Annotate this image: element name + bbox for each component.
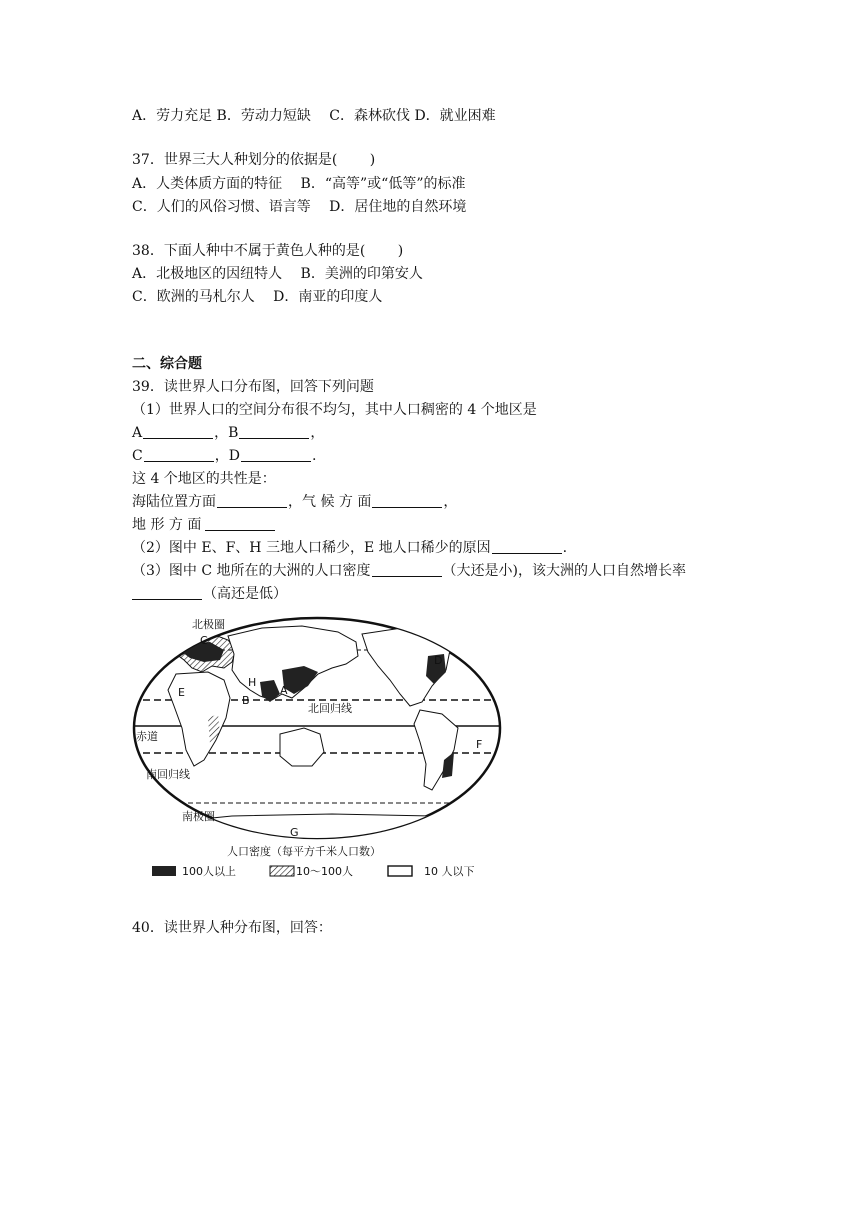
q39-terrain: 地 形 方 面: [132, 515, 276, 535]
q38-options-2: C．欧洲的马札尔人 D．南亚的印度人: [132, 289, 383, 305]
q37-options-1: A．人类体质方面的特征 B．“高等”或“低等”的标准: [132, 176, 466, 192]
answer-blank-a[interactable]: [143, 424, 213, 439]
map-svg: [132, 610, 522, 890]
arctic-circle-label: 北极圈: [192, 618, 225, 631]
answer-blank-climate[interactable]: [372, 493, 442, 508]
equator-label: 赤道: [136, 730, 158, 743]
legend-swatch-dense: [152, 866, 176, 876]
q38-stem: 38．下面人种中不属于黄色人种的是( ): [132, 243, 404, 259]
region-label-f: F: [476, 738, 483, 751]
q39-stem: 39．读世界人口分布图，回答下列问题: [132, 379, 374, 395]
region-label-e: E: [178, 686, 185, 699]
answer-blank-c[interactable]: [144, 447, 214, 462]
world-population-map: [132, 610, 522, 890]
q39-part2: （2）图中 E、F、H 三地人口稀少，E 地人口稀少的原因 .: [132, 540, 568, 556]
section-title: 二、综合题: [132, 356, 202, 372]
legend-label-sparse: 10 人以下: [424, 865, 475, 878]
q36-options: A．劳力充足 B．劳动力短缺 C．森林砍伐 D．就业困难: [132, 108, 496, 124]
region-label-a: A: [280, 684, 288, 697]
q38-options-1: A．北极地区的因纽特人 B．美洲的印第安人: [132, 266, 423, 282]
q40-stem: 40．读世界人种分布图，回答：: [132, 920, 332, 936]
q39-sea-land-climate: 海陆位置方面 ，气 候 方 面 ，: [132, 494, 458, 510]
answer-blank-growth[interactable]: [132, 585, 202, 600]
legend-swatch-medium: [270, 866, 294, 876]
answer-blank-terrain[interactable]: [205, 516, 275, 531]
legend-label-medium: 10～100人: [296, 865, 353, 878]
answer-blank-e-reason[interactable]: [492, 539, 562, 554]
region-label-h: H: [248, 676, 257, 689]
q39-part1: （1）世界人口的空间分布很不均匀，其中人口稠密的 4 个地区是: [132, 402, 537, 418]
q39-part3-cont: （高还是低）: [132, 584, 287, 604]
tropic-cancer-label: 北回归线: [308, 702, 352, 715]
q39-common: 这 4 个地区的共性是：: [132, 471, 276, 487]
antarctic-circle-label: 南极圈: [182, 810, 215, 823]
answer-blank-density[interactable]: [372, 562, 442, 577]
q37-stem: 37．世界三大人种划分的依据是( ): [132, 152, 376, 168]
q39-blanks-ab: A ，B ，: [132, 425, 325, 441]
q39-part3: （3）图中 C 地所在的大洲的人口密度 （大还是小)，该大洲的人口自然增长率: [132, 563, 686, 579]
q37-options-2: C．人们的风俗习惯、语言等 D．居住地的自然环境: [132, 199, 467, 215]
answer-blank-sea-land[interactable]: [217, 493, 287, 508]
answer-blank-b[interactable]: [239, 424, 309, 439]
q39-blanks-cd: C ，D .: [132, 448, 317, 464]
region-label-b: B: [242, 694, 250, 707]
tropic-capricorn-label: 南回归线: [146, 768, 190, 781]
region-label-g: G: [290, 826, 299, 839]
australia-landmass: [280, 728, 324, 766]
region-label-c: C: [200, 634, 208, 647]
legend-title: 人口密度（每平方千米人口数）: [227, 845, 381, 858]
region-label-d: D: [434, 654, 443, 667]
legend-label-dense: 100人以上: [182, 865, 236, 878]
legend-swatch-sparse: [388, 866, 412, 876]
answer-blank-d[interactable]: [241, 447, 311, 462]
